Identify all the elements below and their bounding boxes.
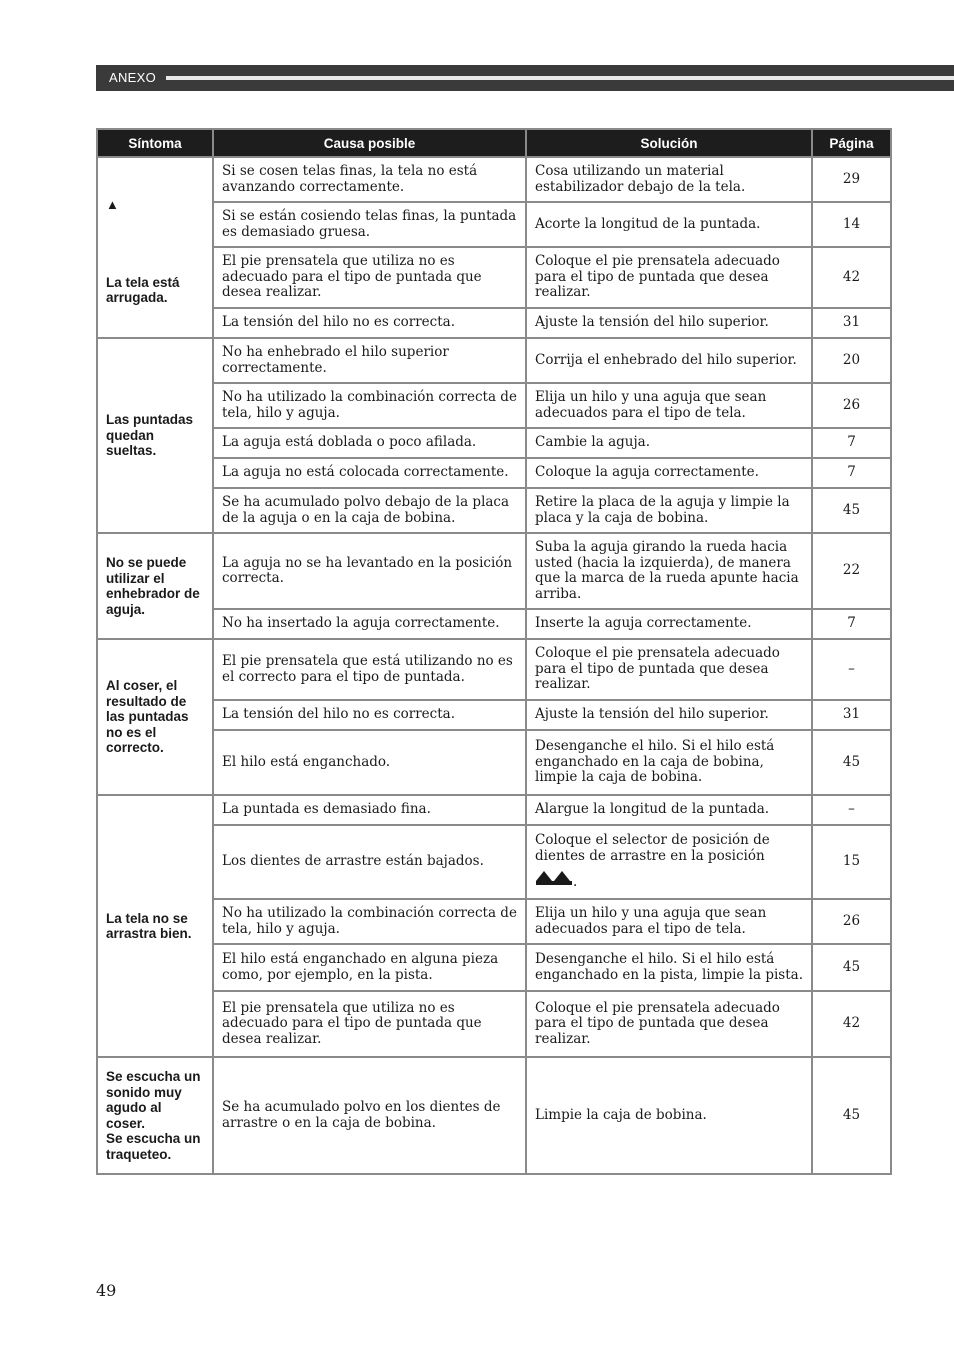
table-row [97, 247, 891, 308]
page-cell: 45 [812, 1057, 891, 1174]
table-row [97, 825, 891, 899]
solution-cell: Acorte la longitud de la puntada. [526, 202, 812, 247]
solution-cell: Cosa utilizando un material estabilizador debajo de la tela. [526, 157, 812, 202]
page-cell: 31 [812, 700, 891, 730]
symptom-text: La tela está arrugada. [106, 274, 180, 306]
cause-cell: No ha utilizado la combinación correcta de tela, hilo y aguja. [213, 899, 526, 944]
solution-cell: Inserte la aguja correctamente. [526, 609, 812, 639]
cause-cell: Se ha acumulado polvo en los dientes de arrastre o en la caja de bobina. [213, 1057, 526, 1174]
solution-cell: Coloque el pie prensatela adecuado para el tipo de puntada que desea realizar. [526, 991, 812, 1057]
cause-cell: La tensión del hilo no es correcta. [213, 308, 526, 338]
cause-cell: Los dientes de arrastre están bajados. [213, 825, 526, 899]
feed-dogs-raised-icon [535, 868, 573, 891]
page-cell: 26 [812, 899, 891, 944]
cause-cell: La puntada es demasiado fina. [213, 795, 526, 825]
solution-text: Coloque el selector de posición de dientes de arrastre en la posición [535, 832, 770, 864]
page-cell: 45 [812, 730, 891, 795]
column-header-cause: Causa posible [213, 129, 526, 157]
table-row [97, 1057, 891, 1174]
page-cell: 15 [812, 825, 891, 899]
solution-cell: Elija un hilo y una aguja que sean adecuados para el tipo de tela. [526, 899, 812, 944]
column-header-symptom: Síntoma [97, 129, 213, 157]
solution-cell: Desenganche el hilo. Si el hilo está enganchado en la caja de bobina, limpie la caja de bobina. [526, 730, 812, 795]
symptom-cell [97, 1057, 213, 1174]
page-cell: 7 [812, 428, 891, 458]
solution-cell: Retire la placa de la aguja y limpie la placa y la caja de bobina. [526, 488, 812, 533]
cause-cell: El pie prensatela que utiliza no es adecuado para el tipo de puntada que desea realizar. [213, 991, 526, 1057]
table-header-row [97, 129, 891, 157]
table-row [97, 700, 891, 730]
cause-cell: El hilo está enganchado en alguna pieza como, por ejemplo, en la pista. [213, 944, 526, 991]
cause-cell: Si se cosen telas finas, la tela no está avanzando correctamente. [213, 157, 526, 202]
solution-cell: Suba la aguja girando la rueda hacia usted (hacia la izquierda), de manera que la marca de la rueda apunte hacia arriba. [526, 533, 812, 609]
page-cell: 20 [812, 338, 891, 383]
symptom-cell [97, 157, 213, 338]
column-header-page: Página [812, 129, 891, 157]
section-header-band [96, 65, 954, 91]
solution-cell: Ajuste la tensión del hilo superior. [526, 308, 812, 338]
cause-cell: La tensión del hilo no es correcta. [213, 700, 526, 730]
cause-cell: La aguja está doblada o poco afilada. [213, 428, 526, 458]
symptom-cell: No se puede utilizar el enhebrador de aguja. [97, 533, 213, 639]
page-cell: 7 [812, 609, 891, 639]
table-row [97, 308, 891, 338]
solution-cell: Coloque el pie prensatela adecuado para el tipo de puntada que desea realizar. [526, 639, 812, 700]
solution-cell: Corrija el enhebrado del hilo superior. [526, 338, 812, 383]
table-row [97, 609, 891, 639]
table-row [97, 338, 891, 383]
table-row [97, 488, 891, 533]
table-row [97, 157, 891, 202]
table-row [97, 944, 891, 991]
symptom-text: Se escucha un sonido muy agudo al coser. [106, 1069, 201, 1131]
cause-cell: No ha insertado la aguja correctamente. [213, 609, 526, 639]
solution-cell: Cambie la aguja. [526, 428, 812, 458]
solution-cell: Alargue la longitud de la puntada. [526, 795, 812, 825]
cause-cell: No ha enhebrado el hilo superior correctamente. [213, 338, 526, 383]
table-row [97, 383, 891, 428]
solution-cell: Desenganche el hilo. Si el hilo está enganchado en la pista, limpie la pista. [526, 944, 812, 991]
page-cell: 42 [812, 247, 891, 308]
solution-cell: Ajuste la tensión del hilo superior. [526, 700, 812, 730]
table-row [97, 899, 891, 944]
table-row [97, 730, 891, 795]
table-row [97, 428, 891, 458]
solution-suffix: . [573, 874, 578, 891]
symptom-text: Se escucha un traqueteo. [106, 1131, 201, 1162]
table-row [97, 202, 891, 247]
header-stripe [166, 76, 954, 80]
page-cell: 45 [812, 488, 891, 533]
section-title: ANEXO [109, 70, 157, 85]
cause-cell: La aguja no se ha levantado en la posición correcta. [213, 533, 526, 609]
solution-cell: Coloque el pie prensatela adecuado para el tipo de puntada que desea realizar. [526, 247, 812, 308]
page-cell: 31 [812, 308, 891, 338]
page-cell: – [812, 795, 891, 825]
page-cell: 42 [812, 991, 891, 1057]
table-row [97, 458, 891, 488]
page-cell: 45 [812, 944, 891, 991]
table-row [97, 795, 891, 825]
cause-cell: Se ha acumulado polvo debajo de la placa de la aguja o en la caja de bobina. [213, 488, 526, 533]
symptom-cell: Las puntadas quedan sueltas. [97, 338, 213, 533]
column-header-solution: Solución [526, 129, 812, 157]
cause-cell: El pie prensatela que está utilizando no es el correcto para el tipo de puntada. [213, 639, 526, 700]
cause-cell: No ha utilizado la combinación correcta de tela, hilo y aguja. [213, 383, 526, 428]
page-cell: – [812, 639, 891, 700]
solution-cell: Elija un hilo y una aguja que sean adecuados para el tipo de tela. [526, 383, 812, 428]
page-cell: 26 [812, 383, 891, 428]
troubleshooting-table [96, 128, 892, 1175]
symptom-cell: La tela no se arrastra bien. [97, 795, 213, 1057]
triangle-icon: ▲ [106, 197, 119, 213]
solution-cell: Limpie la caja de bobina. [526, 1057, 812, 1174]
cause-cell: El hilo está enganchado. [213, 730, 526, 795]
table-row [97, 639, 891, 700]
cause-cell: La aguja no está colocada correctamente. [213, 458, 526, 488]
page-cell: 14 [812, 202, 891, 247]
symptom-cell: Al coser, el resultado de las puntadas no es el correcto. [97, 639, 213, 795]
cause-cell: Si se están cosiendo telas finas, la puntada es demasiado gruesa. [213, 202, 526, 247]
page-number: 49 [96, 1281, 117, 1300]
page-cell: 22 [812, 533, 891, 609]
table-row [97, 533, 891, 609]
cause-cell: El pie prensatela que utiliza no es adecuado para el tipo de puntada que desea realizar. [213, 247, 526, 308]
table-row [97, 991, 891, 1057]
page-cell: 7 [812, 458, 891, 488]
solution-cell [526, 825, 812, 899]
page-cell: 29 [812, 157, 891, 202]
solution-cell: Coloque la aguja correctamente. [526, 458, 812, 488]
